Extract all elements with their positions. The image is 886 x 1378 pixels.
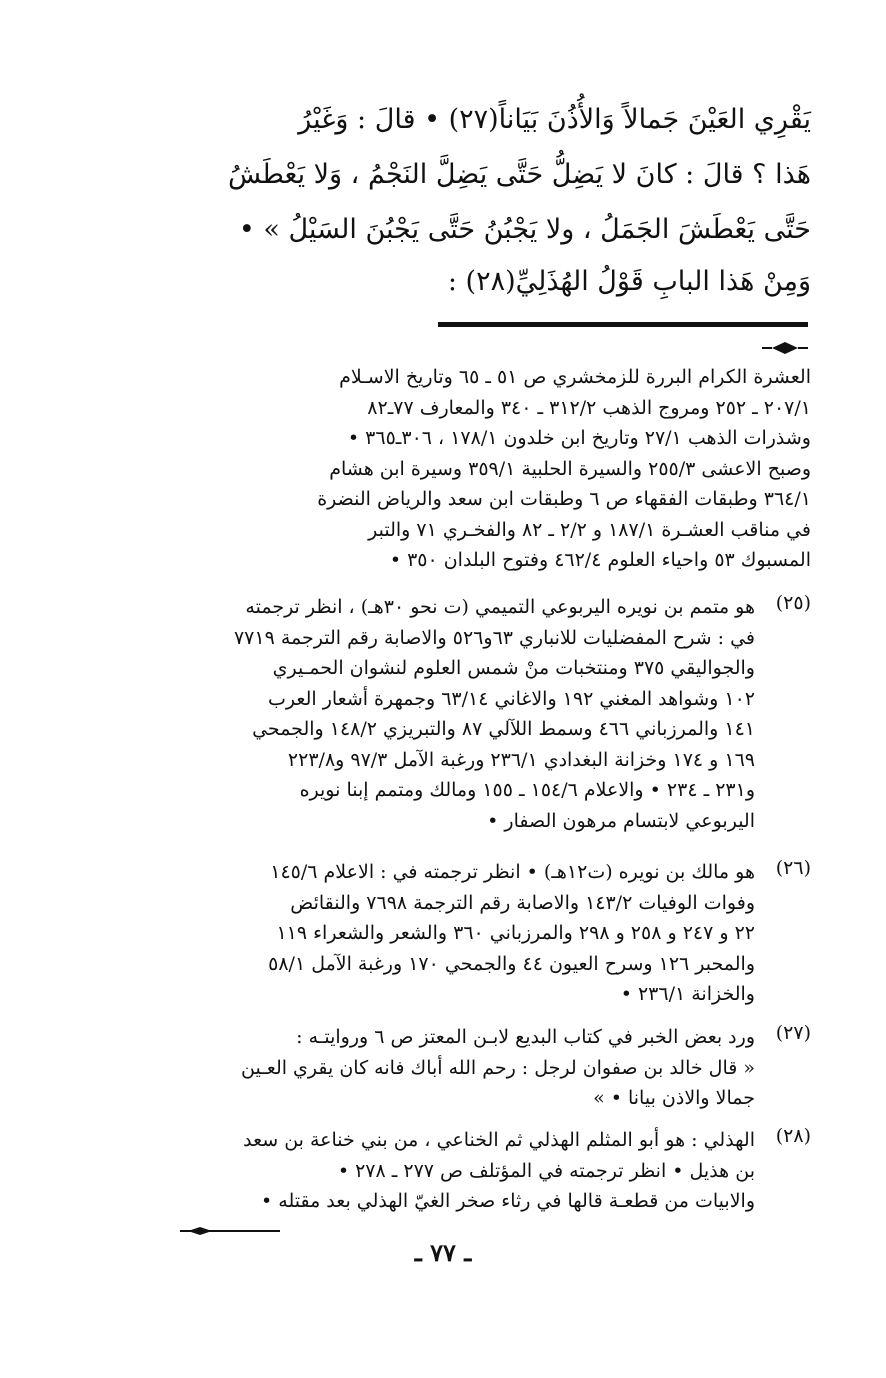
footnote-line: وصبح الاعشى ٢٥٥/٣ والسيرة الحلبية ٣٥٩/١ وسيرة ابن هشام <box>329 457 811 480</box>
main-text-separator-rule <box>438 322 808 327</box>
footnote-line: في مناقب العشـرة ١٨٧/١ و ٢/٢ ـ ٨٢ والفخـري ٧١ والتبر <box>368 518 811 541</box>
footnote-text <box>161 592 755 836</box>
footnote-number: (٢٥) <box>775 592 811 614</box>
footnote-line: هو متمم بن نويره اليربوعي التميمي (ت نحو ٣٠هـ) ، انظر ترجمته <box>245 596 755 618</box>
footnote-line: هو مالك بن نويره (ت١٢هـ) • انظر ترجمته في : الاعلام ١٤٥/٦ <box>270 861 755 883</box>
footnote-line: والمحبر ١٢٦ وسرح العيون ٤٤ والجمحي ١٧٠ ورغبة الآمل ٥٨/١ <box>268 952 755 975</box>
footnote-number: (٢٦) <box>775 857 811 879</box>
footnote-line: ٣٦٤/١ وطبقات الفقهاء ص ٦ وطبقات ابن سعد والرياض النضرة <box>317 488 811 510</box>
footnote-line: ٢٢ و ٢٤٧ و ٢٥٨ و ٢٩٨ والمرزباني ٣٦٠ والشعر والشعراء ١١٩ <box>276 922 755 944</box>
top-ornament-icon <box>762 341 808 355</box>
footnote-line: بن هذيل • انظر ترجمته في المؤتلف ص ٢٧٧ ـ ٢٧٨ • <box>337 1159 755 1182</box>
footnote-number: (٢٧) <box>775 1022 811 1044</box>
footnote <box>161 362 811 576</box>
footnote-number: (٢٨) <box>775 1125 811 1147</box>
footnote-line: والابيات من قطعـة قالها في رثاء صخر الغيّ الهذلي بعد مقتله • <box>261 1190 755 1212</box>
main-text-line: حَتَّى يَعْطَشَ الجَمَلُ ، ولا يَجْبُنُ حَتَّى يَجْبُنَ السَيْلُ » • <box>238 214 811 245</box>
footnote <box>161 1022 811 1114</box>
footnote <box>161 592 811 836</box>
footnote-text <box>161 1022 755 1114</box>
footnote-line: « قال خالد بن صفوان لرجل : رحم الله أباك فانه كان يقري العـين <box>241 1056 755 1079</box>
main-text-line: هَذا ؟ قالَ : كانَ لا يَضِلُّ حَتَّى يَضِلَّ النَجْمُ ، وَلا يَعْطَشُ <box>227 159 811 190</box>
footnote-line: في : شرح المفضليات للانباري ٦٣و٥٢٦ والاصابة رقم الترجمة ٧٧١٩ <box>233 626 755 649</box>
footnote-text <box>161 1125 755 1217</box>
footnote-line: ورد بعض الخبر في كتاب البديع لابـن المعتز ص ٦ وروايتـه : <box>296 1026 755 1048</box>
footnote-line: جمالا والاذن بيانا • » <box>593 1087 755 1109</box>
bottom-ornament-icon <box>180 1226 280 1236</box>
footnote-line: اليربوعي لابتسام مرهون الصفار • <box>487 809 755 832</box>
footnote-text <box>161 362 811 576</box>
footnote-line: ٢٠٧/١ ـ ٢٥٢ ومروج الذهب ٣١٢/٢ ـ ٣٤٠ والمعارف ٧٧ـ٨٢ <box>367 396 811 419</box>
footnote-line: العشرة الكرام البررة للزمخشري ص ٥١ ـ ٦٥ وتاريخ الاسـلام <box>339 366 811 388</box>
footnote-line: وفوات الوفيات ١٤٣/٢ والاصابة رقم الترجمة ٧٦٩٨ والنقائض <box>290 891 755 914</box>
main-text-line: وَمِنْ هَذا البابِ قَوْلُ الهُذَلِيِّ(٢٨) : <box>447 266 811 297</box>
footnote-line: ١٦٩ و ١٧٤ وخزانة البغدادي ٢٣٦/١ ورغبة الآمل ٩٧/٣ و٢٢٣/٨ <box>287 748 755 771</box>
footnote-line: ١٠٢ وشواهد المغني ١٩٢ والاغاني ٦٣/١٤ وجمهرة أشعار العرب <box>268 687 755 710</box>
footnote <box>161 1125 811 1217</box>
main-text-line: يَقْرِي العَيْنَ جَمالاً وَالأُذُنَ بَيَاناً(٢٧) • قالَ : وَغَيْرُ <box>298 104 811 135</box>
footnote-line: وشذرات الذهب ٢٧/١ وتاريخ ابن خلدون ١٧٨/١ ، ٣٠٦ـ٣٦٥ • <box>347 427 811 449</box>
footnote-line: والخزانة ٢٣٦/١ • <box>620 983 755 1005</box>
footnote-line: المسبوك ٥٣ واحياء العلوم ٤٦٢/٤ وفتوح البلدان ٣٥٠ • <box>389 549 811 571</box>
footnote-line: و٢٣١ ـ ٢٣٤ • والاعلام ١٥٤/٦ ـ ١٥٥ ومالك ومتمم إبنا نويره <box>299 779 755 801</box>
footnote-line: والجواليقي ٣٧٥ ومنتخبات منْ شمس العلوم لنشوان الحمـيري <box>272 657 755 679</box>
footnote-line: ١٤١ والمرزباني ٤٦٦ وسمط اللآلي ٨٧ والتبريزي ١٤٨/٢ والجمحي <box>252 718 755 740</box>
page-number: ـ ٧٧ ـ <box>414 1238 472 1267</box>
footnote-line: الهذلي : هو أبو المثلم الهذلي ثم الخناعي ، من بني خناعة بن سعد <box>243 1129 755 1151</box>
footnote-text <box>161 857 755 1010</box>
footnote <box>161 857 811 1010</box>
